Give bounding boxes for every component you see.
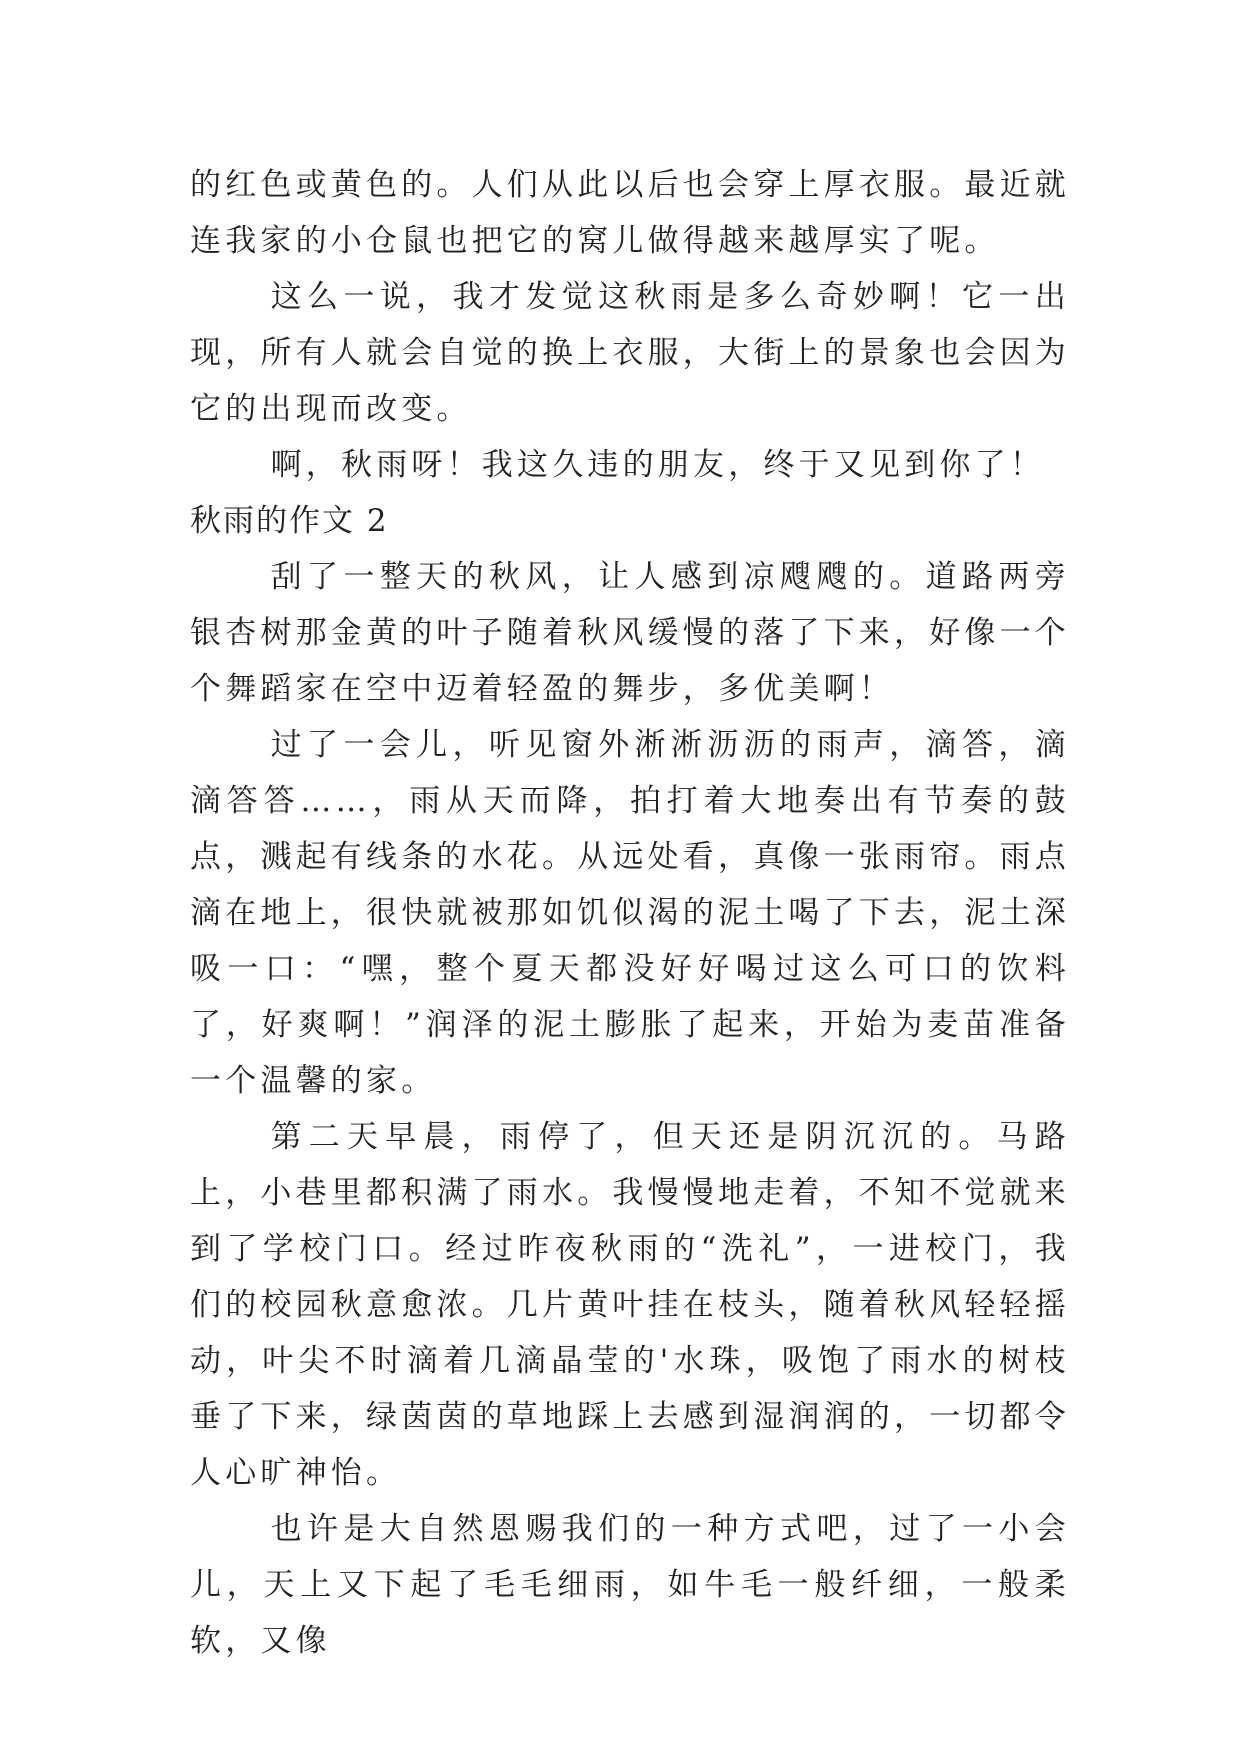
paragraph-7: 也许是大自然恩赐我们的一种方式吧，过了一小会儿，天上又下起了毛毛细雨，如牛毛一般纤细，一般柔软，又像: [190, 1511, 1070, 1659]
paragraph-4: 刮了一整天的秋风，让人感到凉飕飕的。道路两旁银杏树那金黄的叶子随着秋风缓慢的落了下来，好像一个个舞蹈家在空中迈着轻盈的舞步，多优美啊！: [190, 559, 1070, 707]
paragraph-1: 的红色或黄色的。人们从此以后也会穿上厚衣服。最近就连我家的小仓鼠也把它的窝儿做得越来越厚实了呢。: [190, 167, 1070, 259]
document-body: [190, 157, 1070, 1669]
paragraph-2: 这么一说，我才发觉这秋雨是多么奇妙啊！它一出现，所有人就会自觉的换上衣服，大街上的景象也会因为它的出现而改变。: [190, 279, 1070, 427]
paragraph-6: 第二天早晨，雨停了，但天还是阴沉沉的。马路上，小巷里都积满了雨水。我慢慢地走着，不知不觉就来到了学校门口。经过昨夜秋雨的“洗礼”，一进校门，我们的校园秋意愈浓。几片黄叶挂在枝头，随着秋风轻轻摇动，叶尖不时滴着几滴晶莹的'水珠，吸饱了雨水的树枝垂了下来，绿茵茵的草地踩上去感到湿润润的，一切都令人心旷神怡。: [190, 1119, 1070, 1491]
section-heading: 秋雨的作文 2: [190, 503, 389, 539]
paragraph-5: 过了一会儿，听见窗外淅淅沥沥的雨声，滴答，滴滴答答……，雨从天而降，拍打着大地奏出有节奏的鼓点，溅起有线条的水花。从远处看，真像一张雨帘。雨点滴在地上，很快就被那如饥似渴的泥土喝了下去，泥土深吸一口：“嘿，整个夏天都没好好喝过这么可口的饮料了，好爽啊！”润泽的泥土膨胀了起来，开始为麦苗准备一个温馨的家。: [190, 727, 1070, 1099]
paragraph-3: 啊，秋雨呀！我这久违的朋友，终于又见到你了！: [270, 447, 1045, 483]
